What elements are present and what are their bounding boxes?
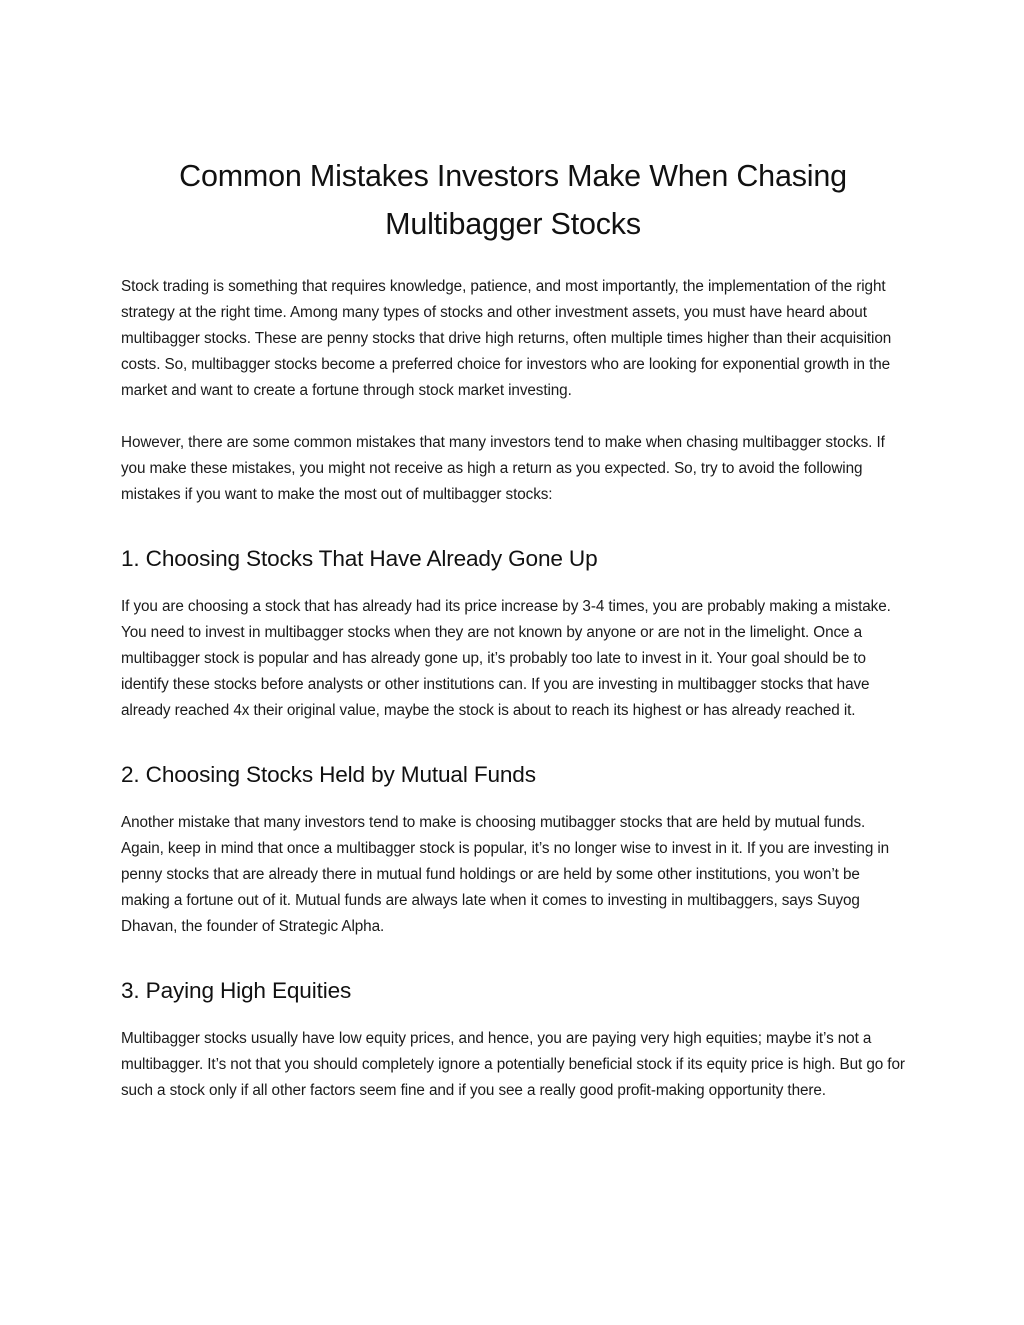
section-2-heading: 2. Choosing Stocks Held by Mutual Funds [121,762,536,787]
intro-paragraph-2: However, there are some common mistakes that many investors tend to make when chasing multibagger stocks. If you make these mistakes, you might not receive as high a return as you expected. So, try to avoid the following mistakes if you want to make the most out of multibagger stocks: [121,434,885,503]
section-3 [121,975,905,1104]
intro-paragraph-1: Stock trading is something that requires knowledge, patience, and most importantly, the implementation of the right strategy at the right time. Among many types of stocks and other investment assets, you must have heard about multibagger stocks. These are penny stocks that drive high returns, often multiple times higher than their acquisition costs. So, multibagger stocks become a preferred choice for investors who are looking for exponential growth in the market and want to create a fortune through stock market investing. [121,278,892,399]
spacer [121,534,905,543]
section-3-heading: 3. Paying High Equities [121,978,352,1003]
section-1-body: If you are choosing a stock that has already had its price increase by 3-4 times, you are probably making a mistake. You need to invest in multibagger stocks when they are not known by anyone or are not in the limelight. Once a multibagger stock is popular and has already gone up, it’s probably too late to invest in it. Your goal should be to identify these stocks before analysts or other institutions can. If you are investing in multibagger stocks that have already reached 4x their original value, maybe the stock is about to reach its highest or has already reached it. [121,598,891,719]
section-3-body: Multibagger stocks usually have low equity prices, and hence, you are paying very high equities; maybe it’s not a multibagger. It’s not that you should completely ignore a potentially beneficial stock if its equity price is high. But go for such a stock only if all other factors seem fine and if you see a really good profit-making opportunity there. [121,1030,905,1099]
spacer [121,750,905,759]
document-title: Common Mistakes Investors Make When Chasing Multibagger Stocks [179,159,847,241]
section-2-body: Another mistake that many investors tend to make is choosing mutibagger stocks that are held by mutual funds. Again, keep in mind that once a multibagger stock is popular, it’s no longer wise to invest in it. If you are investing in penny stocks that are already there in mutual fund holdings or are held by some other institutions, you won’t be making a fortune out of it. Mutual funds are always late when it comes to investing in multibaggers, says Suyog Dhavan, the founder of Strategic Alpha. [121,814,890,935]
section-2 [121,759,905,940]
document-page [121,152,905,1130]
section-1 [121,543,905,724]
spacer [121,966,905,975]
section-1-heading: 1. Choosing Stocks That Have Already Gone Up [121,546,598,571]
